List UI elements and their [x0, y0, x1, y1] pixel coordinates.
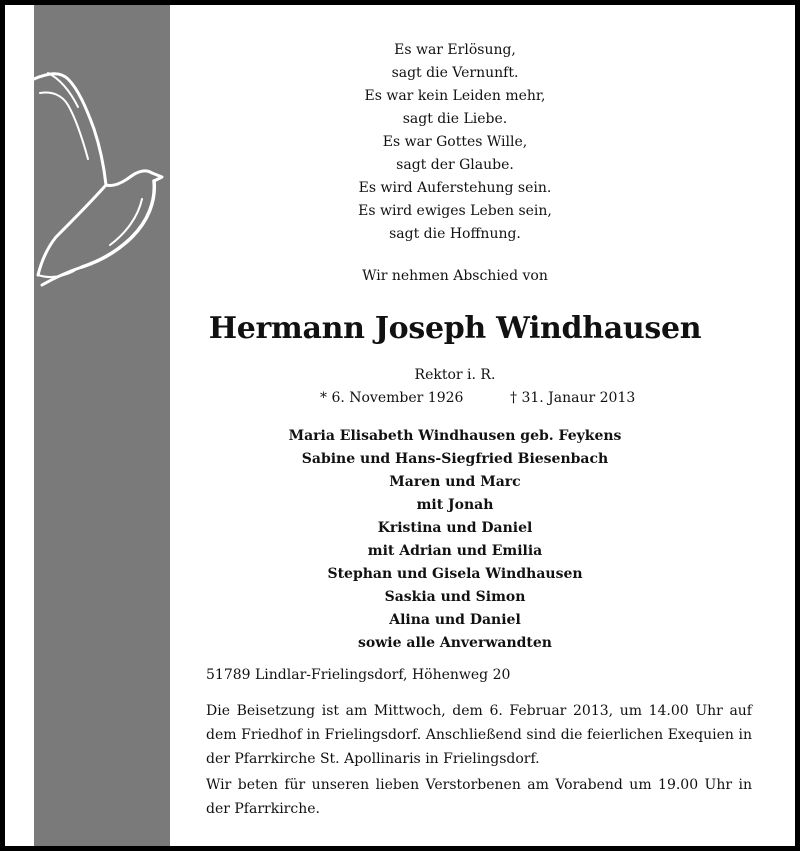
mourner-line: Alina und Daniel — [389, 612, 521, 628]
farewell-intro: Wir nehmen Abschied von — [362, 268, 548, 284]
poem-line: Es wird ewiges Leben sein, — [358, 203, 552, 219]
deceased-title: Rektor i. R. — [414, 367, 496, 383]
dove-icon — [34, 71, 170, 293]
poem-line: sagt der Glaube. — [396, 157, 514, 173]
prayer-details: Wir beten für unseren lieben Verstorbenen am Vorabend um 19.00 Uhr in der Pfarrkirche. — [206, 777, 752, 817]
deceased-name: Hermann Joseph Windhausen — [208, 311, 702, 346]
death-date: † 31. Janaur 2013 — [510, 390, 636, 406]
poem-line: sagt die Hoffnung. — [389, 226, 521, 242]
poem-line: Es war kein Leiden mehr, — [364, 88, 546, 104]
mourner-line: sowie alle Anverwandten — [358, 635, 552, 651]
mourner-line: Stephan und Gisela Windhausen — [327, 566, 583, 582]
poem — [170, 39, 740, 246]
birth-date: * 6. November 1926 — [320, 390, 464, 406]
life-dates — [170, 388, 740, 408]
mourner-line: mit Adrian und Emilia — [367, 543, 543, 559]
funeral-details: Die Beisetzung ist am Mittwoch, dem 6. Februar 2013, um 14.00 Uhr auf dem Friedhof in Frielingsdorf. Anschließend sind die feierlichen Exequien in der Pfarrkirche St. Apollinaris in Frielingsdorf. — [206, 703, 752, 767]
mourner-line: mit Jonah — [416, 497, 494, 513]
mourner-line: Maria Elisabeth Windhausen geb. Feykens — [288, 428, 622, 444]
family-address: 51789 Lindlar-Frielingsdorf, Höhenweg 20 — [206, 667, 511, 683]
poem-line: sagt die Vernunft. — [391, 65, 519, 81]
mourner-line: Maren und Marc — [389, 474, 521, 490]
mourner-line: Sabine und Hans-Siegfried Biesenbach — [301, 451, 609, 467]
mourners-list — [170, 425, 740, 655]
mourner-line: Saskia und Simon — [384, 589, 526, 605]
poem-line: sagt die Liebe. — [402, 111, 508, 127]
poem-line: Es war Gottes Wille, — [382, 134, 528, 150]
poem-line: Es war Erlösung, — [394, 42, 516, 58]
content-area — [170, 5, 800, 846]
mourner-line: Kristina und Daniel — [377, 520, 533, 536]
poem-line: Es wird Auferstehung sein. — [358, 180, 552, 196]
